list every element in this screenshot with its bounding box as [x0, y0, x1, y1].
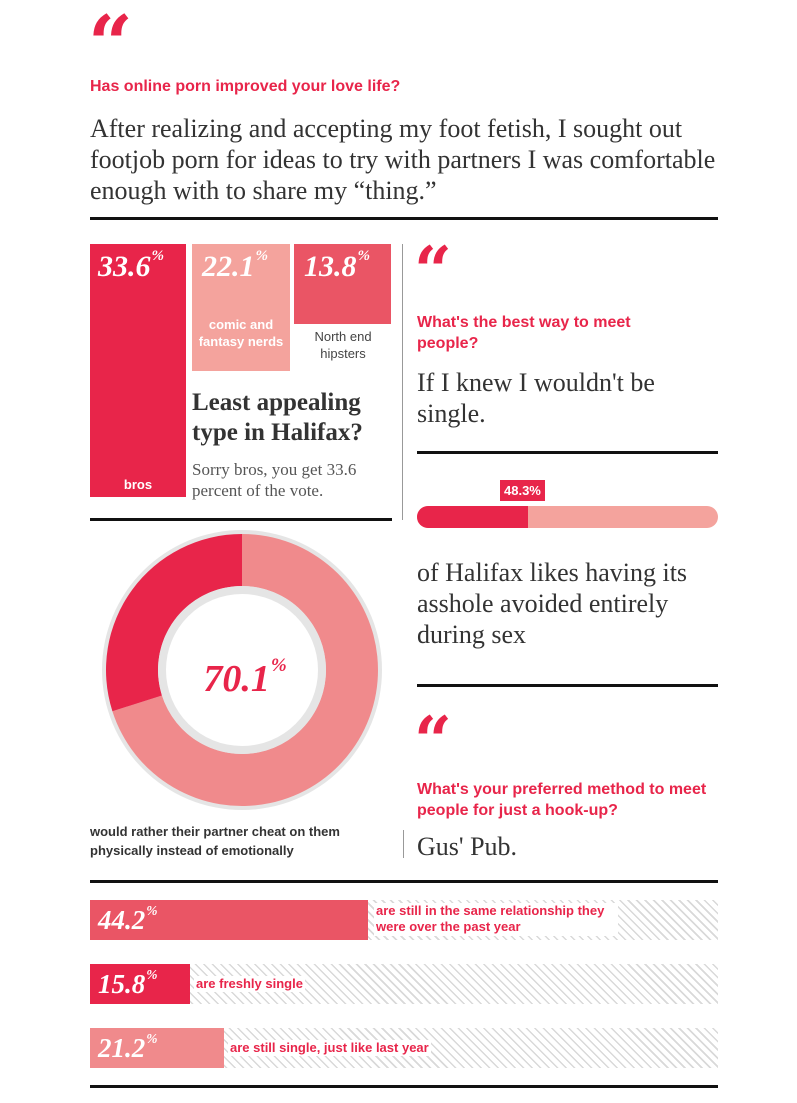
- nerds-label: comic and fantasy nerds: [198, 317, 284, 349]
- bar-label: are still single, just like last year: [230, 1040, 429, 1055]
- donut-value: 70.1%: [203, 655, 287, 700]
- hipsters-label: North end hipsters: [314, 329, 372, 361]
- bar-value: 44.2%: [98, 903, 158, 935]
- progress-label: 48.3%: [500, 480, 545, 501]
- question-online-porn: Has online porn improved your love life?: [90, 78, 401, 95]
- divider: [90, 1085, 718, 1088]
- horizontal-bars: [90, 0, 718, 1103]
- answer-online-porn: After realizing and accepting my foot fetish, I sought out footjob porn for ideas to try with partners I was comfortable enough with to share my “thing.”: [90, 114, 716, 205]
- progress-text: of Halifax likes having its asshole avoided entirely during sex: [417, 558, 688, 649]
- question-meet-people: What's the best way to meet people?: [417, 314, 631, 352]
- bar-label: are freshly single: [196, 976, 303, 991]
- bar-row: [90, 1028, 718, 1068]
- bros-value: 33.6%: [98, 248, 164, 283]
- question-hookup: What's your preferred method to meet people for just a hook-up?: [417, 781, 707, 819]
- quote-mark-icon: “: [414, 232, 446, 310]
- donut-caption: would rather their partner cheat on them physically instead of emotionally: [90, 824, 340, 858]
- bar-value: 21.2%: [98, 1031, 158, 1063]
- bar-row: [90, 964, 718, 1004]
- quote-mark-icon: “: [88, 0, 127, 90]
- appealing-title: Least appealing type in Halifax?: [192, 389, 363, 446]
- answer-hookup: Gus' Pub.: [417, 832, 518, 861]
- bar-row: [90, 900, 718, 940]
- quote-mark-icon: “: [414, 702, 446, 780]
- bros-label: bros: [123, 477, 153, 492]
- answer-meet-people: If I knew I wouldn't be single.: [417, 368, 655, 428]
- appealing-caption: Sorry bros, you get 33.6 percent of the vote.: [192, 460, 357, 500]
- bar-label: are still in the same relationship they were over the past year: [374, 903, 618, 936]
- hipsters-value: 13.8%: [304, 248, 370, 283]
- bar-value: 15.8%: [98, 967, 158, 999]
- nerds-value: 22.1%: [202, 248, 268, 283]
